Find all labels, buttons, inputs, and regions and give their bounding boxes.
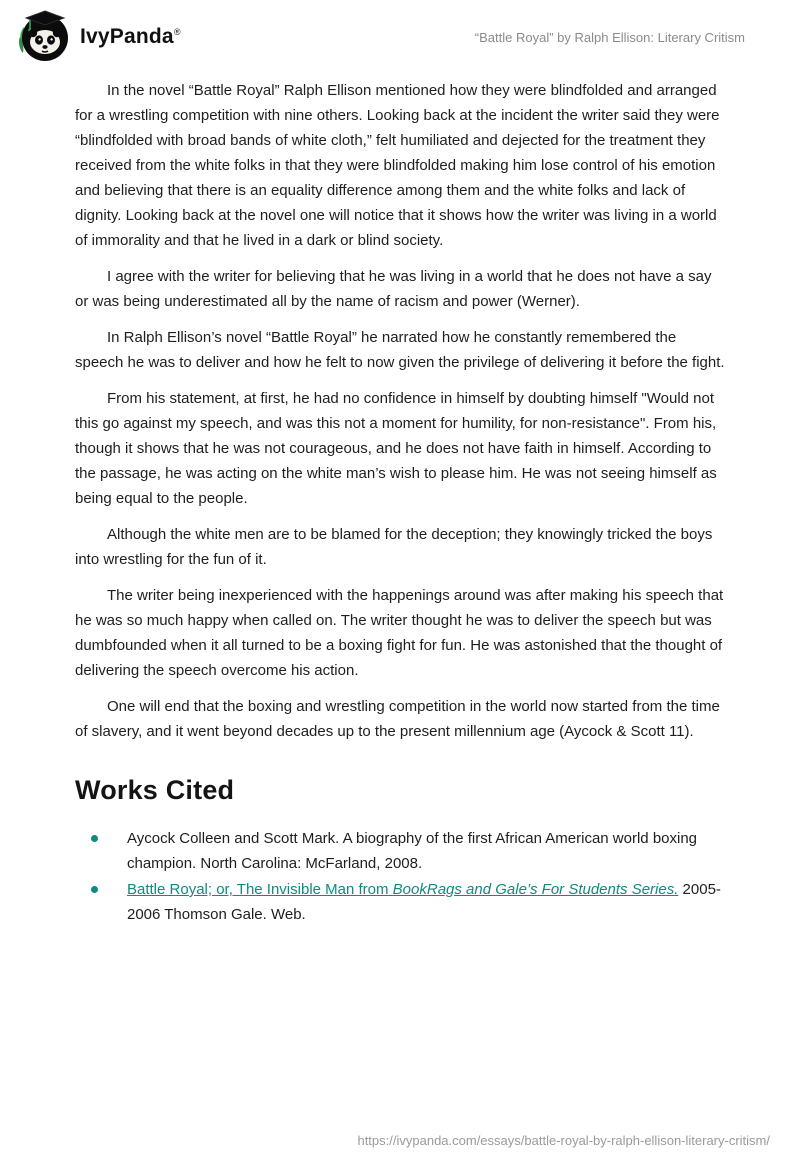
ivypanda-logo-icon [16, 7, 70, 68]
brand [16, 7, 181, 68]
works-cited-heading: Works Cited [75, 775, 235, 805]
paragraph: One will end that the boxing and wrestling competition in the world now started from the time of slavery, and it went beyond decades up to the present millennium age (Aycock & Scott 11). [75, 698, 720, 740]
bullet-icon [91, 835, 98, 842]
citation-link[interactable] [127, 881, 678, 898]
paragraph: The writer being inexperienced with the happenings around was after making his speech that he was so much happy when called on. The writer thought he was to deliver the speech but was dumbfounded when it all turned to be a boxing fight for fun. He was astonished that the thought of delivering the speech overcome his action. [75, 587, 724, 679]
citation-item [75, 826, 725, 876]
article-body [0, 64, 800, 927]
paragraph: From his statement, at first, he had no confidence in himself by doubting himself "Would not this go against my speech, and was this not a moment for humility, for non-resistance". From his, though it shows that he was not courageous, and he does not have faith in himself. According to the passage, he was acting on the white man’s wish to please him. He was not seeing himself as being equal to the people. [75, 390, 717, 507]
registered-mark: ® [173, 27, 181, 37]
citation-link-text: Battle Royal; or, The Invisible Man from [127, 881, 393, 898]
paragraph: In Ralph Ellison’s novel “Battle Royal” he narrated how he constantly remembered the speech he was to deliver and how he felt to now given the privilege of delivering it before the fight. [75, 329, 725, 371]
paragraph: Although the white men are to be blamed for the deception; they knowingly tricked the boys into wrestling for the fun of it. [75, 526, 713, 568]
footer-source-url: https://ivypanda.com/essays/battle-royal-by-ralph-ellison-literary-critism/ [357, 1133, 770, 1148]
citations-list [75, 826, 725, 927]
citation-text: Aycock Colleen and Scott Mark. A biography of the first African American world boxing champion. North Carolina: McFarland, 2008. [127, 830, 698, 872]
citation-link-italic-text: BookRags and Gale’s For Students Series. [392, 881, 679, 898]
bullet-icon [91, 886, 98, 893]
citation-text: 2005-2006 Thomson Gale. Web. [127, 881, 721, 923]
paragraph: I agree with the writer for believing that he was living in a world that he does not have a say or was being underestimated all by the name of racism and power (Werner). [75, 268, 712, 310]
brand-name: IvyPanda® [80, 25, 181, 48]
citation-item [75, 877, 725, 927]
document-title: “Battle Royal” by Ralph Ellison: Literary Critism [474, 29, 745, 45]
header [0, 0, 800, 64]
paragraph: In the novel “Battle Royal” Ralph Ellison mentioned how they were blindfolded and arranged for a wrestling competition with nine others. Looking back at the incident the writer said they were “blindfolded with broad bands of white cloth,” felt humiliated and dejected for the treatment they received from the white folks in that they were blindfolded making him lose control of his emotion and believing that there is an equality difference among them and the white folks and lack of dignity. Looking back at the novel one will notice that it shows how the writer was living in a world of immorality and that he lived in a dark or blind society. [75, 82, 720, 249]
